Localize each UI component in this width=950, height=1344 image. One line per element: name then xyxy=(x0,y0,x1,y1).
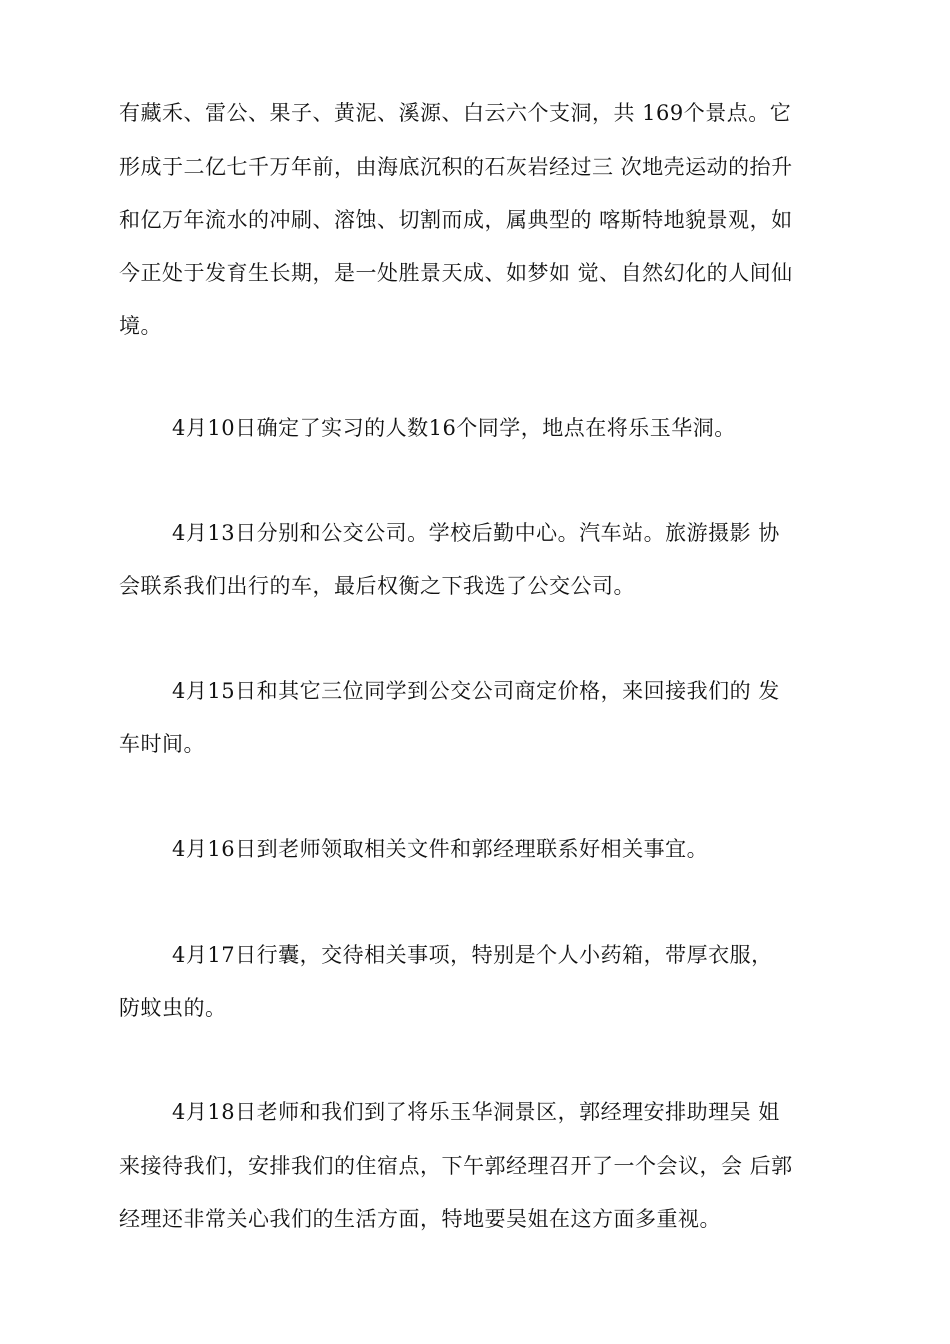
paragraph-line: 来接待我们，安排我们的住宿点，下午郭经理召开了一个会议，会 后郭 xyxy=(119,1154,793,1178)
paragraph-line: 4月16日到老师领取相关文件和郭经理联系好相关事宜。 xyxy=(172,837,709,861)
paragraph-line: 形成于二亿七千万年前，由海底沉积的石灰岩经过三 次地壳运动的抬升 xyxy=(119,155,793,179)
paragraph-line: 今正处于发育生长期，是一处胜景天成、如梦如 觉、自然幻化的人间仙 xyxy=(119,261,793,285)
paragraph-line: 4月15日和其它三位同学到公交公司商定价格，来回接我们的 发 xyxy=(172,679,780,703)
paragraph-line: 会联系我们出行的车，最后权衡之下我选了公交公司。 xyxy=(119,574,635,598)
paragraph-line: 4月18日老师和我们到了将乐玉华洞景区，郭经理安排助理吴 姐 xyxy=(172,1100,780,1124)
paragraph-line: 经理还非常关心我们的生活方面，特地要吴姐在这方面多重视。 xyxy=(119,1207,721,1231)
paragraph-line: 境。 xyxy=(119,314,162,338)
paragraph-line: 4月17日行囊，交待相关事项，特别是个人小药箱，带厚衣服， xyxy=(172,943,773,967)
paragraph-line: 4月10日确定了实习的人数16个同学，地点在将乐玉华洞。 xyxy=(172,416,736,440)
paragraph-line: 车时间。 xyxy=(119,732,205,756)
paragraph-line: 有藏禾、雷公、果子、黄泥、溪源、白云六个支洞，共 169个景点。它 xyxy=(119,101,792,125)
paragraph-line: 和亿万年流水的冲刷、溶蚀、切割而成，属典型的 喀斯特地貌景观，如 xyxy=(119,208,793,232)
paragraph-line: 4月13日分别和公交公司。学校后勤中心。汽车站。旅游摄影 协 xyxy=(172,521,780,545)
paragraph-line: 防蚊虫的。 xyxy=(119,996,227,1020)
